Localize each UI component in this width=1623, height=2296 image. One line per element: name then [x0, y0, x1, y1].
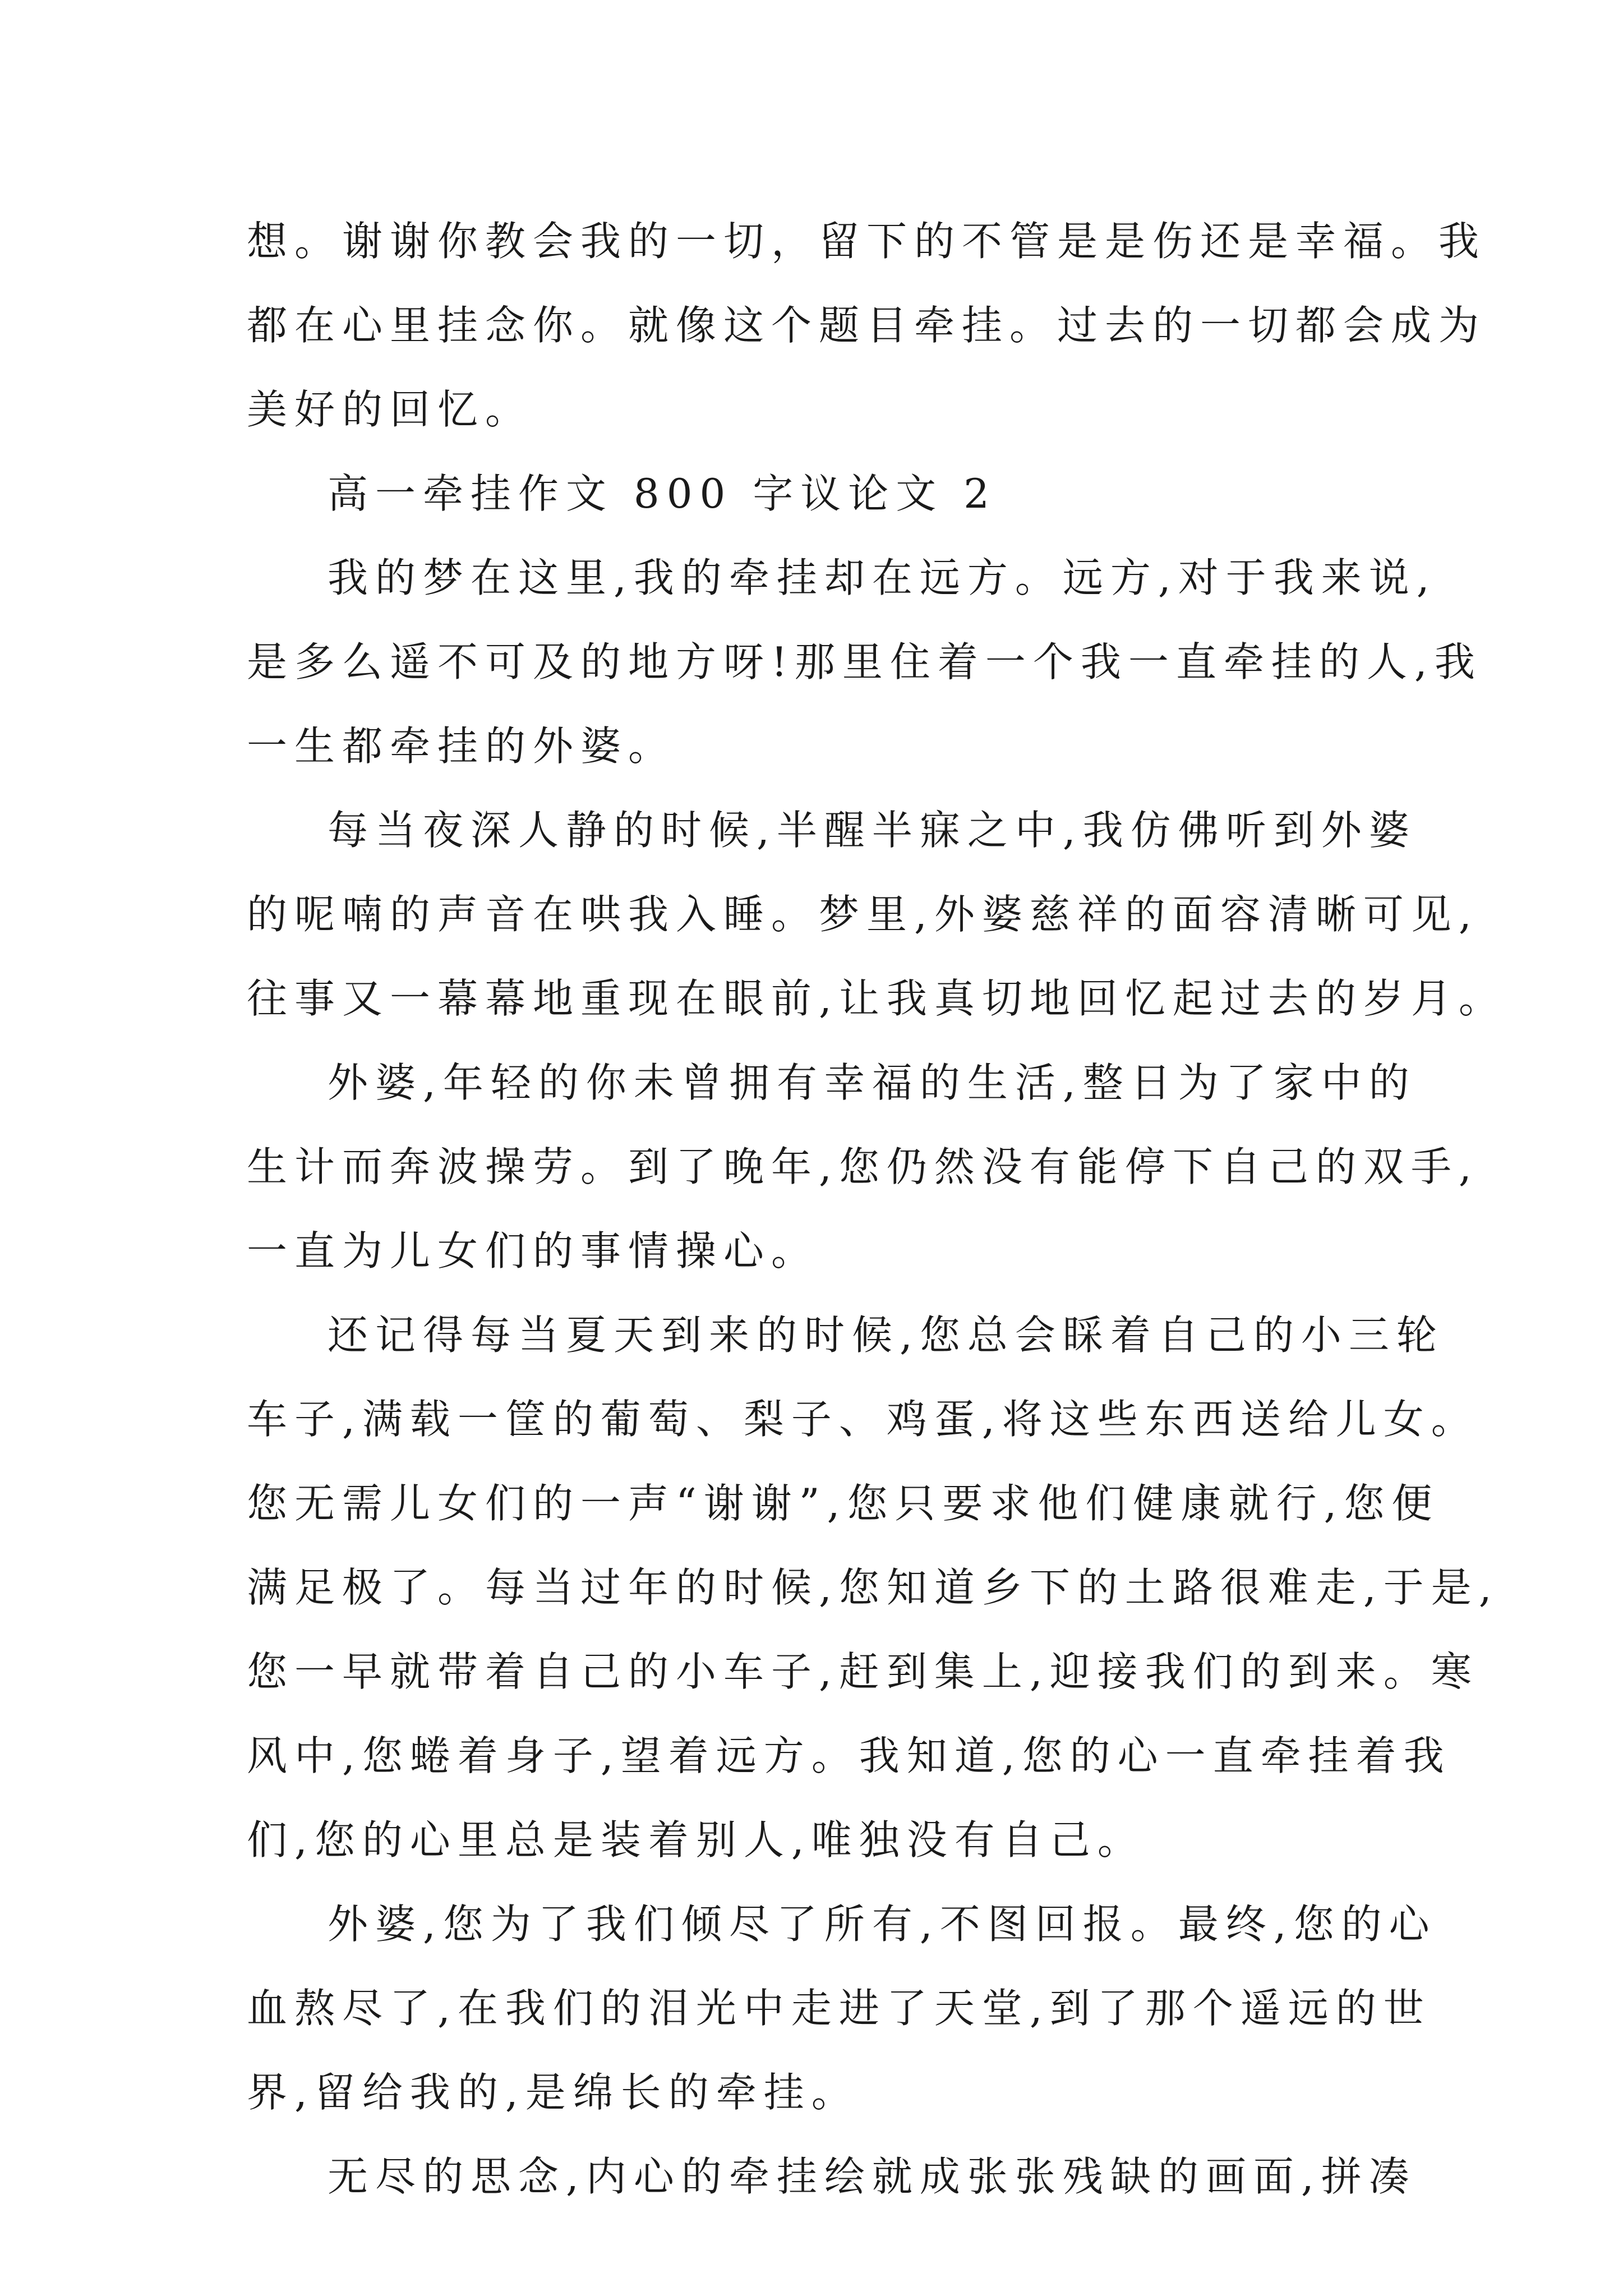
text-line: 还记得每当夏天到来的时候,您总会睬着自己的小三轮 [328, 1312, 1444, 1359]
text-line: 风中,您蜷着身子,望着远方。我知道,您的心一直牵挂着我 [247, 1732, 1451, 1779]
section-heading: 高一牵挂作文 800 字议论文 2 [328, 470, 997, 517]
text-line: 无尽的思念,内心的牵挂绘就成张张残缺的画面,拼凑 [328, 2153, 1417, 2200]
text-line: 都在心里挂念你。就像这个题目牵挂。过去的一切都会成为 [247, 302, 1487, 349]
text-line: 是多么遥不可及的地方呀!那里住着一个我一直牵挂的人,我 [247, 638, 1482, 685]
text-line: 车子,满载一筐的葡萄、梨子、鸡蛋,将这些东西送给儿女。 [247, 1396, 1479, 1443]
text-line: 的呢喃的声音在哄我入睡。梦里,外婆慈祥的面容清晰可见, [247, 891, 1479, 938]
text-line: 一生都牵挂的外婆。 [247, 723, 676, 770]
text-line: 您一早就带着自己的小车子,赶到集上,迎接我们的到来。寒 [247, 1648, 1479, 1695]
text-line: 血熬尽了,在我们的泪光中走进了天堂,到了那个遥远的世 [247, 1985, 1431, 2032]
text-line: 一直为儿女们的事情操心。 [247, 1227, 819, 1274]
text-line: 美好的回忆。 [247, 386, 533, 433]
text-line: 生计而奔波操劳。到了晚年,您仍然没有能停下自己的双手, [247, 1143, 1479, 1190]
text-line: 我的梦在这里,我的牵挂却在远方。远方,对于我来说, [328, 554, 1437, 601]
text-line: 往事又一幕幕地重现在眼前,让我真切地回忆起过去的岁月。 [247, 975, 1506, 1022]
text-line: 想。谢谢你教会我的一切，留下的不管是是伤还是幸福。我 [247, 218, 1487, 265]
text-line: 每当夜深人静的时候,半醒半寐之中,我仿佛听到外婆 [328, 807, 1417, 854]
text-line: 界,留给我的,是绵长的牵挂。 [247, 2069, 859, 2116]
text-line: 们,您的心里总是装着别人,唯独没有自己。 [247, 1816, 1145, 1864]
text-line: 您无需儿女们的一声“谢谢”,您只要求他们健康就行,您便 [247, 1480, 1440, 1527]
text-line: 外婆,您为了我们倾尽了所有,不图回报。最终,您的心 [328, 1901, 1437, 1948]
text-line: 满足极了。每当过年的时候,您知道乡下的土路很难走,于是, [247, 1564, 1499, 1611]
text-line: 外婆,年轻的你未曾拥有幸福的生活,整日为了家中的 [328, 1059, 1417, 1106]
